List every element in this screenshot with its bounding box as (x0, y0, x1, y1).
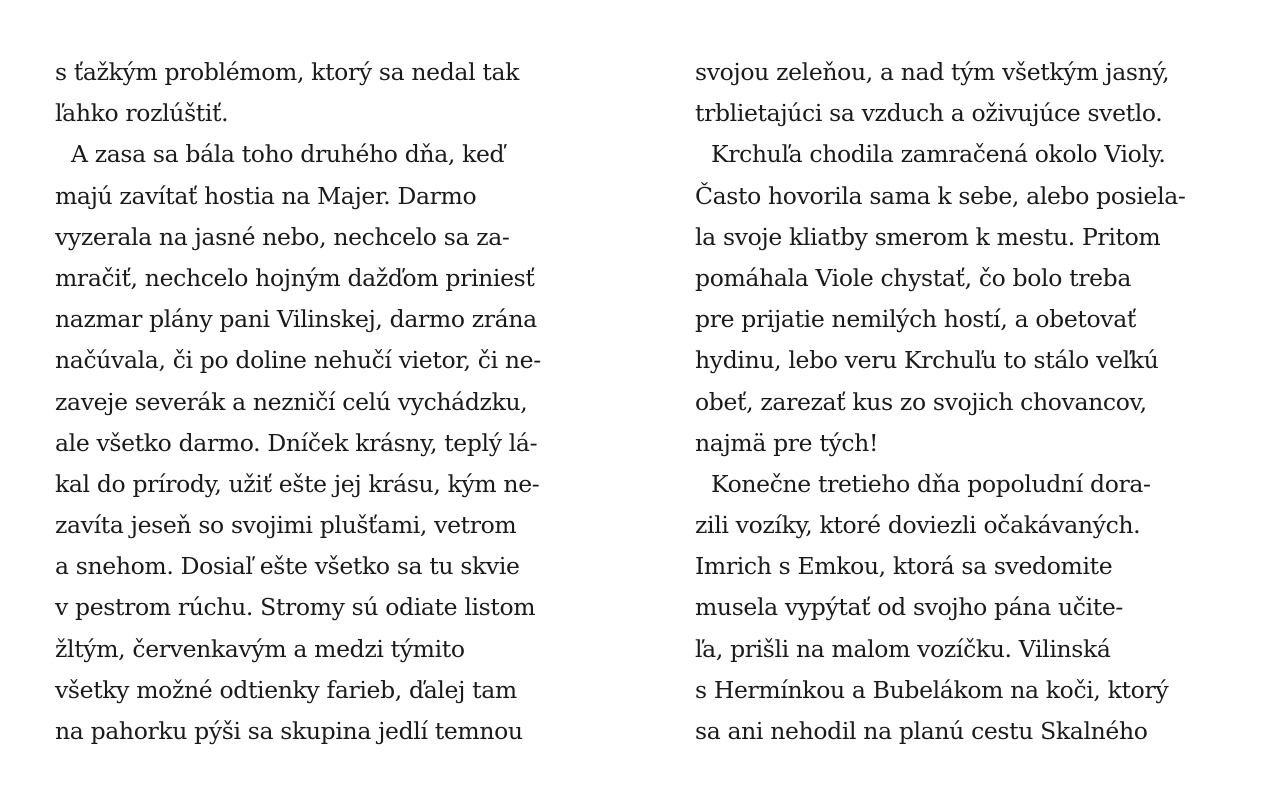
text-line: musela vypýtať od svojho pána učite- (695, 593, 1123, 622)
text-line: zili vozíky, ktoré doviezli očakávaných. (695, 511, 1141, 540)
text-line: obeť, zarezať kus zo svojich chovancov, (695, 387, 1147, 416)
text-line: načúvala, či po doline nehučí vietor, či ne- (55, 346, 541, 375)
right-text-column (695, 52, 1255, 752)
text-line: sa ani nehodil na planú cestu Skalného (695, 717, 1148, 745)
text-line: zaveje severák a nezničí celú vychádzku, (55, 387, 528, 416)
text-line: hydinu, lebo veru Krchuľu to stálo veľkú (695, 346, 1159, 375)
text-line: v pestrom rúchu. Stromy sú odiate listom (55, 593, 536, 622)
text-line: vyzerala na jasné nebo, nechcelo sa za- (55, 222, 510, 251)
text-line: majú zavítať hostia na Majer. Darmo (55, 181, 477, 210)
text-line: la svoje kliatby smerom k mestu. Pritom (695, 222, 1161, 251)
text-line: Imrich s Emkou, ktorá sa svedomite (695, 552, 1113, 581)
text-line: na pahorku pýši sa skupina jedlí temnou (55, 717, 523, 745)
paragraph-first-line: Konečne tretieho dňa popoludní dora- (711, 469, 1151, 498)
text-line: nazmar plány pani Vilinskej, darmo zrána (55, 305, 537, 334)
text-line: a snehom. Dosiaľ ešte všetko sa tu skvie (55, 552, 520, 581)
text-line: všetky možné odtienky farieb, ďalej tam (55, 675, 517, 704)
text-line: trblietajúci sa vzduch a oživujúce svetlo. (695, 99, 1163, 128)
text-line: s Hermínkou a Bubelákom na koči, ktorý (695, 675, 1169, 704)
text-line: ľahko rozlúštiť. (55, 99, 229, 128)
text-line: zavíta jeseň so svojimi plušťami, vetrom (55, 511, 517, 540)
text-line: kal do prírody, užiť ešte jej krásu, kým ne- (55, 469, 540, 498)
text-line: pomáhala Viole chystať, čo bolo treba (695, 263, 1132, 292)
text-line: pre prijatie nemilých hostí, a obetovať (695, 305, 1136, 334)
paragraph-first-line: A zasa sa bála toho druhého dňa, keď (71, 140, 505, 169)
paragraph-first-line: Krchuľa chodila zamračená okolo Violy. (711, 140, 1166, 169)
text-line: ale všetko darmo. Dníček krásny, teplý lá- (55, 428, 538, 457)
text-line: svojou zeleňou, a nad tým všetkým jasný, (695, 58, 1170, 86)
text-line: ľa, prišli na malom vozíčku. Vilinská (695, 634, 1111, 663)
text-line: Často hovorila sama k sebe, alebo posiela- (695, 181, 1186, 210)
text-line: žltým, červenkavým a medzi týmito (55, 634, 465, 663)
text-line: s ťažkým problémom, ktorý sa nedal tak (55, 58, 520, 86)
text-line: mračiť, nechcelo hojným dažďom priniesť (55, 263, 535, 292)
text-line: najmä pre tých! (695, 428, 879, 457)
left-text-column (55, 52, 615, 752)
